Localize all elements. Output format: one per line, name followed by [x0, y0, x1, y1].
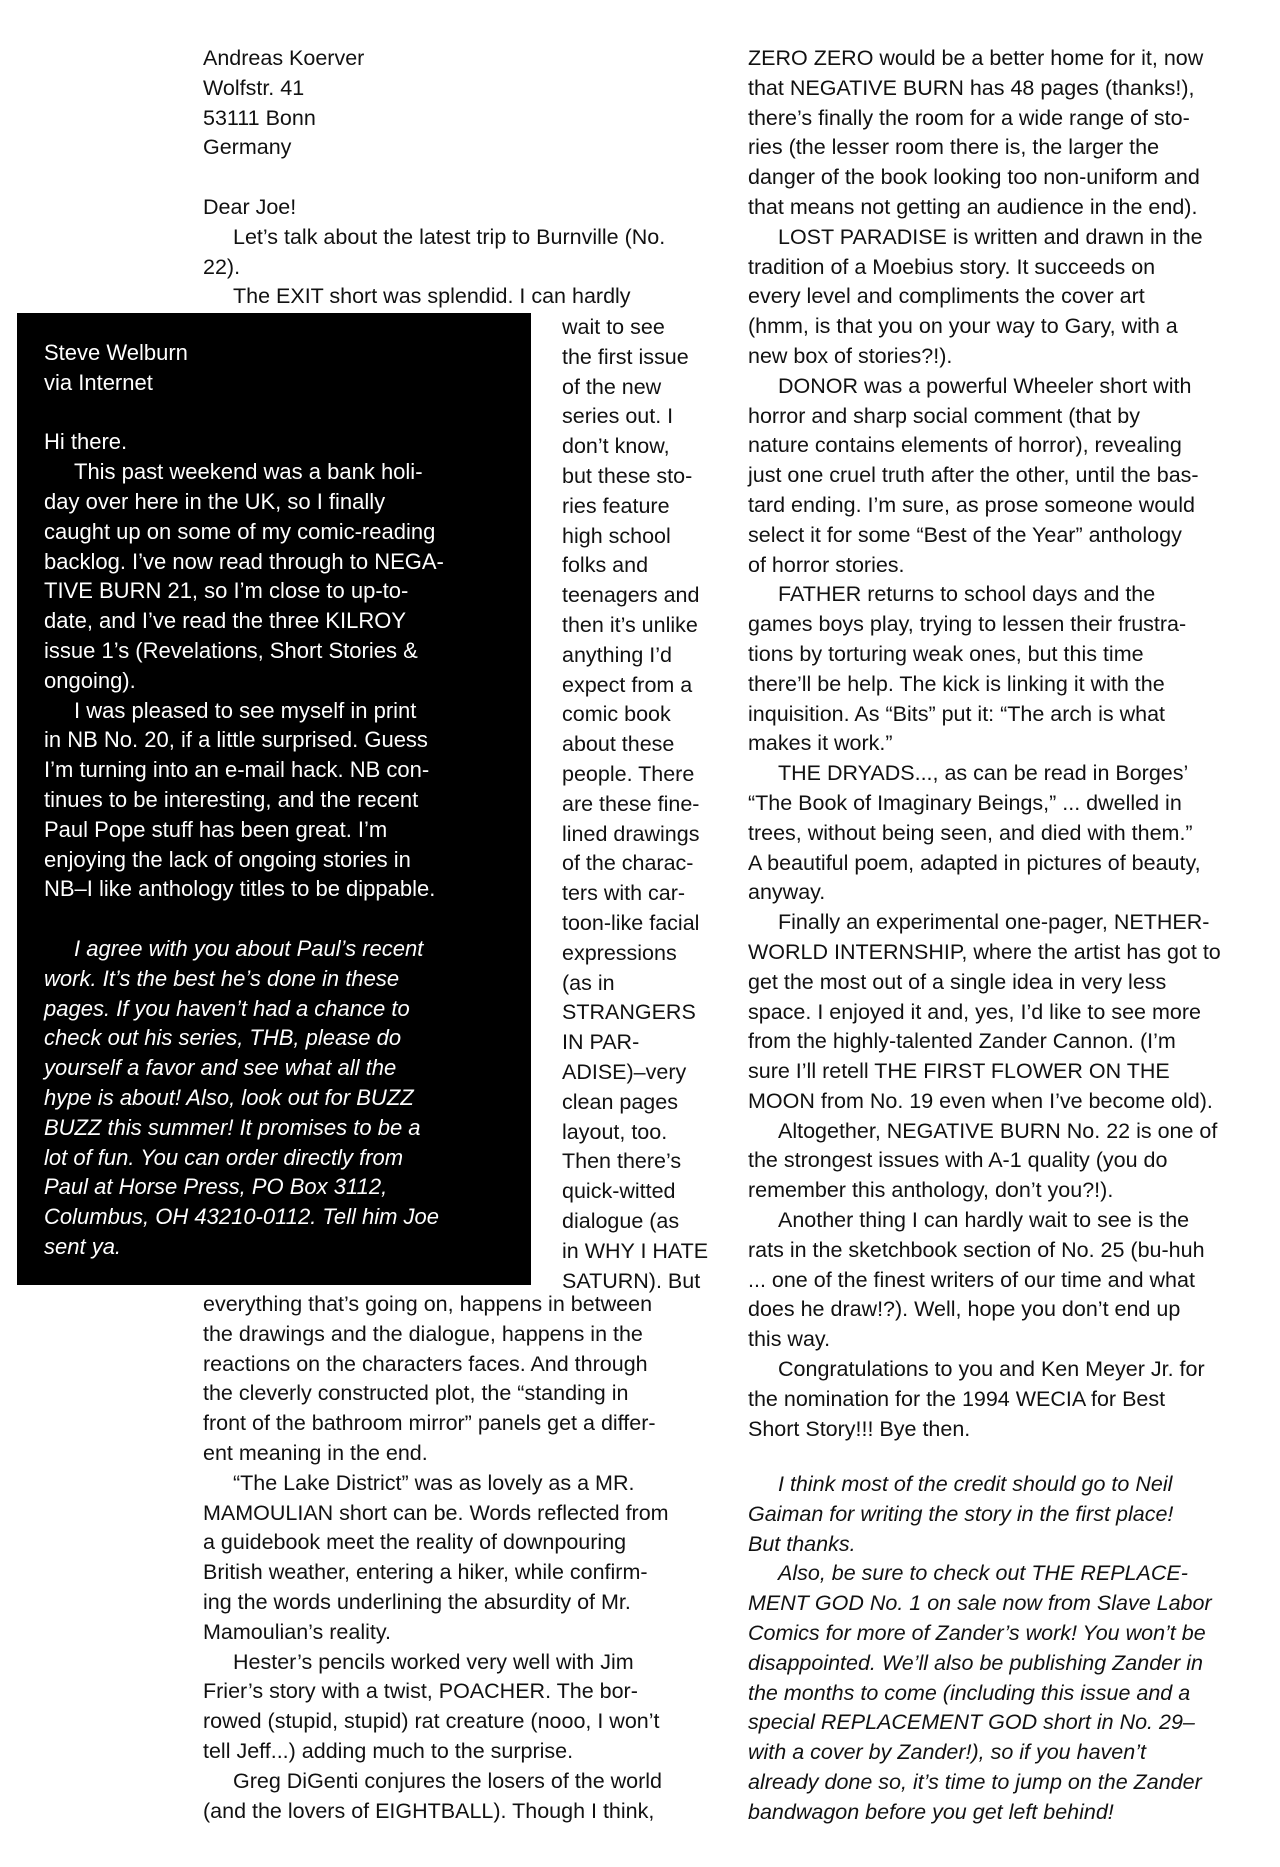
text-line: Then there’s — [562, 1149, 682, 1174]
text-line: Paul Pope stuff has been great. I’m — [44, 816, 388, 842]
text-line: Short Story!!! Bye then. — [748, 1416, 971, 1441]
text-line: rowed (stupid, stupid) rat creature (nooo, I won’t — [203, 1709, 660, 1734]
text-line: that NEGATIVE BURN has 48 pages (thanks!), — [748, 75, 1195, 100]
text-line: “The Lake District” was as lovely as a MR. — [233, 1470, 635, 1495]
text-line: there’s finally the room for a wide range of sto- — [748, 105, 1190, 130]
text-line: the first issue — [562, 344, 689, 369]
text-line: I was pleased to see myself in print — [74, 697, 417, 723]
text-line: WORLD INTERNSHIP, where the artist has got to — [748, 939, 1221, 964]
text-line: people. There — [562, 761, 695, 786]
text-line: toon-like facial — [562, 910, 700, 935]
text-line: games boys play, trying to lessen their frustra- — [748, 612, 1187, 637]
text-line: FATHER returns to school days and the — [778, 582, 1156, 607]
text-line: BUZZ this summer! It promises to be a — [44, 1114, 421, 1140]
text-line: SATURN). But — [562, 1268, 701, 1293]
text-line: special REPLACEMENT GOD short in No. 29– — [748, 1710, 1195, 1735]
text-line: “The Book of Imaginary Beings,” ... dwelled in — [748, 790, 1182, 815]
text-line: everything that’s going on, happens in between — [203, 1292, 653, 1316]
text-line: bandwagon before you get left behind! — [748, 1799, 1114, 1824]
editor-reply-koerver — [748, 1470, 1268, 1828]
text-line: date, and I’ve read the three KILROY — [44, 608, 407, 634]
sender-street: Wolfstr. 41 — [203, 75, 305, 100]
text-line: but these sto- — [562, 463, 693, 488]
text-line: tions by torturing weak ones, but this time — [748, 641, 1144, 666]
text-line: TIVE BURN 21, so I’m close to up-to- — [44, 578, 409, 604]
text-line: this way. — [748, 1327, 831, 1352]
text-line: lot of fun. You can order directly from — [44, 1144, 404, 1170]
salutation: Hi there. — [44, 429, 128, 455]
text-line: the months to come (including this issue and a — [748, 1680, 1191, 1705]
text-line: Mamoulian’s reality. — [203, 1619, 391, 1644]
text-line: with a cover by Zander!), so if you haven’t — [748, 1740, 1146, 1765]
text-line: THE DRYADS..., as can be read in Borges’ — [778, 761, 1189, 786]
text-line: new box of stories?!). — [748, 343, 953, 368]
text-line: LOST PARADISE is written and drawn in the — [778, 224, 1203, 249]
sender-via: via Internet — [44, 369, 153, 395]
text-line: tell Jeff...) adding much to the surprise. — [203, 1738, 574, 1763]
text-line: Another thing I can hardly wait to see is the — [778, 1208, 1190, 1233]
text-line: caught up on some of my comic-reading — [44, 518, 436, 544]
text-line: Congratulations to you and Ken Meyer Jr. for — [778, 1357, 1205, 1382]
text-line: ries feature — [562, 493, 670, 518]
text-line: tard ending. I’m sure, as prose someone would — [748, 492, 1195, 517]
letter-body — [44, 457, 524, 904]
salutation: Dear Joe! — [203, 194, 297, 219]
text-line: inquisition. As “Bits” put it: “The arch is what — [748, 701, 1166, 726]
text-line: British weather, entering a hiker, while confirm- — [203, 1560, 648, 1585]
text-line: sure I’ll retell THE FIRST FLOWER ON THE — [748, 1059, 1170, 1084]
text-line: does he draw!?). Well, hope you don’t end up — [748, 1297, 1181, 1322]
text-line: clean pages — [562, 1089, 678, 1114]
text-line: already done so, it’s time to jump on the Zander — [748, 1769, 1202, 1794]
text-line: ... one of the finest writers of our time and what — [748, 1267, 1195, 1292]
text-line: I think most of the credit should go to Neil — [778, 1472, 1173, 1496]
text-line: rats in the sketchbook section of No. 25 (bu-huh — [748, 1237, 1205, 1262]
text-line: ent meaning in the end. — [203, 1440, 428, 1465]
letter-koerver-narrow-column — [562, 313, 722, 1296]
text-line: Gaiman for writing the story in the first place! — [748, 1501, 1174, 1526]
text-line: layout, too. — [562, 1119, 668, 1144]
letter-koerver-header — [203, 44, 723, 312]
text-line: of horror stories. — [748, 552, 905, 577]
text-line: Frier’s story with a twist, POACHER. The bor- — [203, 1679, 638, 1704]
text-line: day over here in the UK, so I finally — [44, 488, 386, 514]
text-line: I’m turning into an e-mail hack. NB con- — [44, 757, 430, 783]
text-line: MOON from No. 19 even when I’ve become old). — [748, 1088, 1213, 1113]
text-line: work. It’s the best he’s done in these — [44, 965, 400, 991]
text-line: Columbus, OH 43210-0112. Tell him Joe — [44, 1204, 439, 1230]
text-line: expressions — [562, 940, 677, 965]
text-line: the nomination for the 1994 WECIA for Best — [748, 1386, 1166, 1411]
text-line: in NB No. 20, if a little surprised. Guess — [44, 727, 428, 753]
text-line: Finally an experimental one-pager, NETHER- — [778, 910, 1210, 935]
text-line: space. I enjoyed it and, yes, I’d like to see more — [748, 999, 1201, 1024]
letter-koerver-right-column — [748, 44, 1268, 1444]
text-line: high school — [562, 523, 671, 548]
text-line: But thanks. — [748, 1531, 856, 1556]
text-line: makes it work.” — [748, 731, 893, 756]
text-line: pages. If you haven’t had a chance to — [44, 995, 410, 1021]
text-line: tradition of a Moebius story. It succeeds on — [748, 254, 1156, 279]
text-line: check out his series, THB, please do — [44, 1025, 402, 1051]
text-line: every level and compliments the cover art — [748, 284, 1145, 309]
text-line: enjoying the lack of ongoing stories in — [44, 846, 411, 872]
text-line: (as in — [562, 970, 615, 995]
text-line: issue 1’s (Revelations, Short Stories & — [44, 637, 418, 663]
text-line: anyway. — [748, 880, 826, 905]
text-line: IN PAR- — [562, 1030, 640, 1055]
text-line: Greg DiGenti conjures the losers of the world — [233, 1768, 663, 1793]
text-line: from the highly-talented Zander Cannon. (I’m — [748, 1029, 1176, 1054]
text-line: hype is about! Also, look out for BUZZ — [44, 1084, 414, 1110]
text-line: ters with car- — [562, 881, 686, 906]
sender-city: 53111 Bonn — [203, 105, 316, 130]
text-line: are these fine- — [562, 791, 700, 816]
text-line: comic book — [562, 702, 671, 727]
text-line: (hmm, is that you on your way to Gary, with a — [748, 314, 1178, 339]
sender-country: Germany — [203, 135, 292, 160]
text-line: the cleverly constructed plot, the “standing in — [203, 1381, 629, 1406]
text-line: just one cruel truth after the other, until the bas- — [748, 463, 1199, 488]
sender-name: Steve Welburn — [44, 340, 188, 365]
text-line: trees, without being seen, and died with them.” — [748, 820, 1193, 845]
text-line: This past weekend was a bank holi- — [74, 459, 423, 485]
text-line: about these — [562, 732, 675, 757]
text-line: remember this anthology, don’t you?!). — [748, 1178, 1114, 1203]
text-line: The EXIT short was splendid. I can hardly — [233, 284, 631, 309]
text-line: ries (the lesser room there is, the larger the — [748, 135, 1160, 160]
editor-reply — [44, 934, 524, 1262]
text-line: Hester’s pencils worked very well with Jim — [233, 1649, 634, 1674]
text-line: the drawings and the dialogue, happens in the — [203, 1321, 643, 1346]
text-line: STRANGERS — [562, 1000, 696, 1025]
text-line: then it’s unlike — [562, 612, 698, 637]
text-line: tinues to be interesting, and the recent — [44, 786, 419, 812]
text-line: DONOR was a powerful Wheeler short with — [778, 373, 1192, 398]
text-line: the strongest issues with A-1 quality (you do — [748, 1148, 1168, 1173]
text-line: NB–I like anthology titles to be dippable. — [44, 876, 436, 902]
text-line: ing the words underlining the absurdity of Mr. — [203, 1589, 631, 1614]
text-line: MENT GOD No. 1 on sale now from Slave Labor — [748, 1591, 1212, 1616]
text-line: of the charac- — [562, 851, 694, 876]
text-line: horror and sharp social comment (that by — [748, 403, 1140, 428]
text-line: there’ll be help. The kick is linking it with the — [748, 671, 1165, 696]
text-line: dialogue (as — [562, 1208, 680, 1233]
text-line: (and the lovers of EIGHTBALL). Though I think, — [203, 1798, 655, 1823]
text-line: that means not getting an audience in the end). — [748, 194, 1198, 219]
text-line: lined drawings — [562, 821, 700, 846]
letter-welburn-box — [17, 313, 531, 1285]
text-line: expect from a — [562, 672, 693, 697]
text-line: of the new — [562, 374, 662, 399]
text-line: quick-witted — [562, 1179, 676, 1204]
text-line: danger of the book looking too non-uniform and — [748, 165, 1200, 190]
text-line: ADISE)–very — [562, 1059, 687, 1084]
text-line: Let’s talk about the latest trip to Burnville (No. — [233, 224, 666, 249]
text-line: MAMOULIAN short can be. Words reflected from — [203, 1500, 669, 1525]
text-line: Paul at Horse Press, PO Box 3112, — [44, 1174, 388, 1200]
text-line: get the most out of a single idea in very less — [748, 969, 1167, 994]
text-line: Comics for more of Zander’s work! You won’t be — [748, 1620, 1206, 1645]
text-line: sent ya. — [44, 1233, 122, 1259]
text-line: reactions on the characters faces. And through — [203, 1351, 648, 1376]
text-line: disappointed. We’ll also be publishing Zander in — [748, 1650, 1203, 1675]
text-line: nature contains elements of horror), revealing — [748, 433, 1182, 458]
text-line: Also, be sure to check out THE REPLACE- — [778, 1561, 1188, 1586]
text-line: 22). — [203, 254, 241, 279]
sender-name: Andreas Koerver — [203, 46, 365, 70]
text-line: Altogether, NEGATIVE BURN No. 22 is one of — [778, 1118, 1218, 1143]
text-line: anything I’d — [562, 642, 672, 667]
text-line: A beautiful poem, adapted in pictures of beauty, — [748, 850, 1201, 875]
text-line: folks and — [562, 553, 649, 578]
text-line: backlog. I’ve now read through to NEGA- — [44, 548, 444, 574]
text-line: front of the bathroom mirror” panels get a differ- — [203, 1411, 656, 1436]
text-line: in WHY I HATE — [562, 1238, 709, 1263]
text-line: don’t know, — [562, 434, 670, 459]
text-line: ongoing). — [44, 667, 136, 693]
text-line: series out. I — [562, 404, 674, 429]
text-line: I agree with you about Paul’s recent — [74, 935, 424, 961]
text-line: yourself a favor and see what all the — [44, 1055, 397, 1081]
text-line: teenagers and — [562, 583, 700, 608]
text-line: select it for some “Best of the Year” anthology — [748, 522, 1182, 547]
text-line: ZERO ZERO would be a better home for it, now — [748, 46, 1204, 70]
letter-koerver-continued — [203, 1290, 723, 1826]
text-line: wait to see — [562, 315, 665, 339]
text-line: a guidebook meet the reality of downpouring — [203, 1530, 627, 1555]
